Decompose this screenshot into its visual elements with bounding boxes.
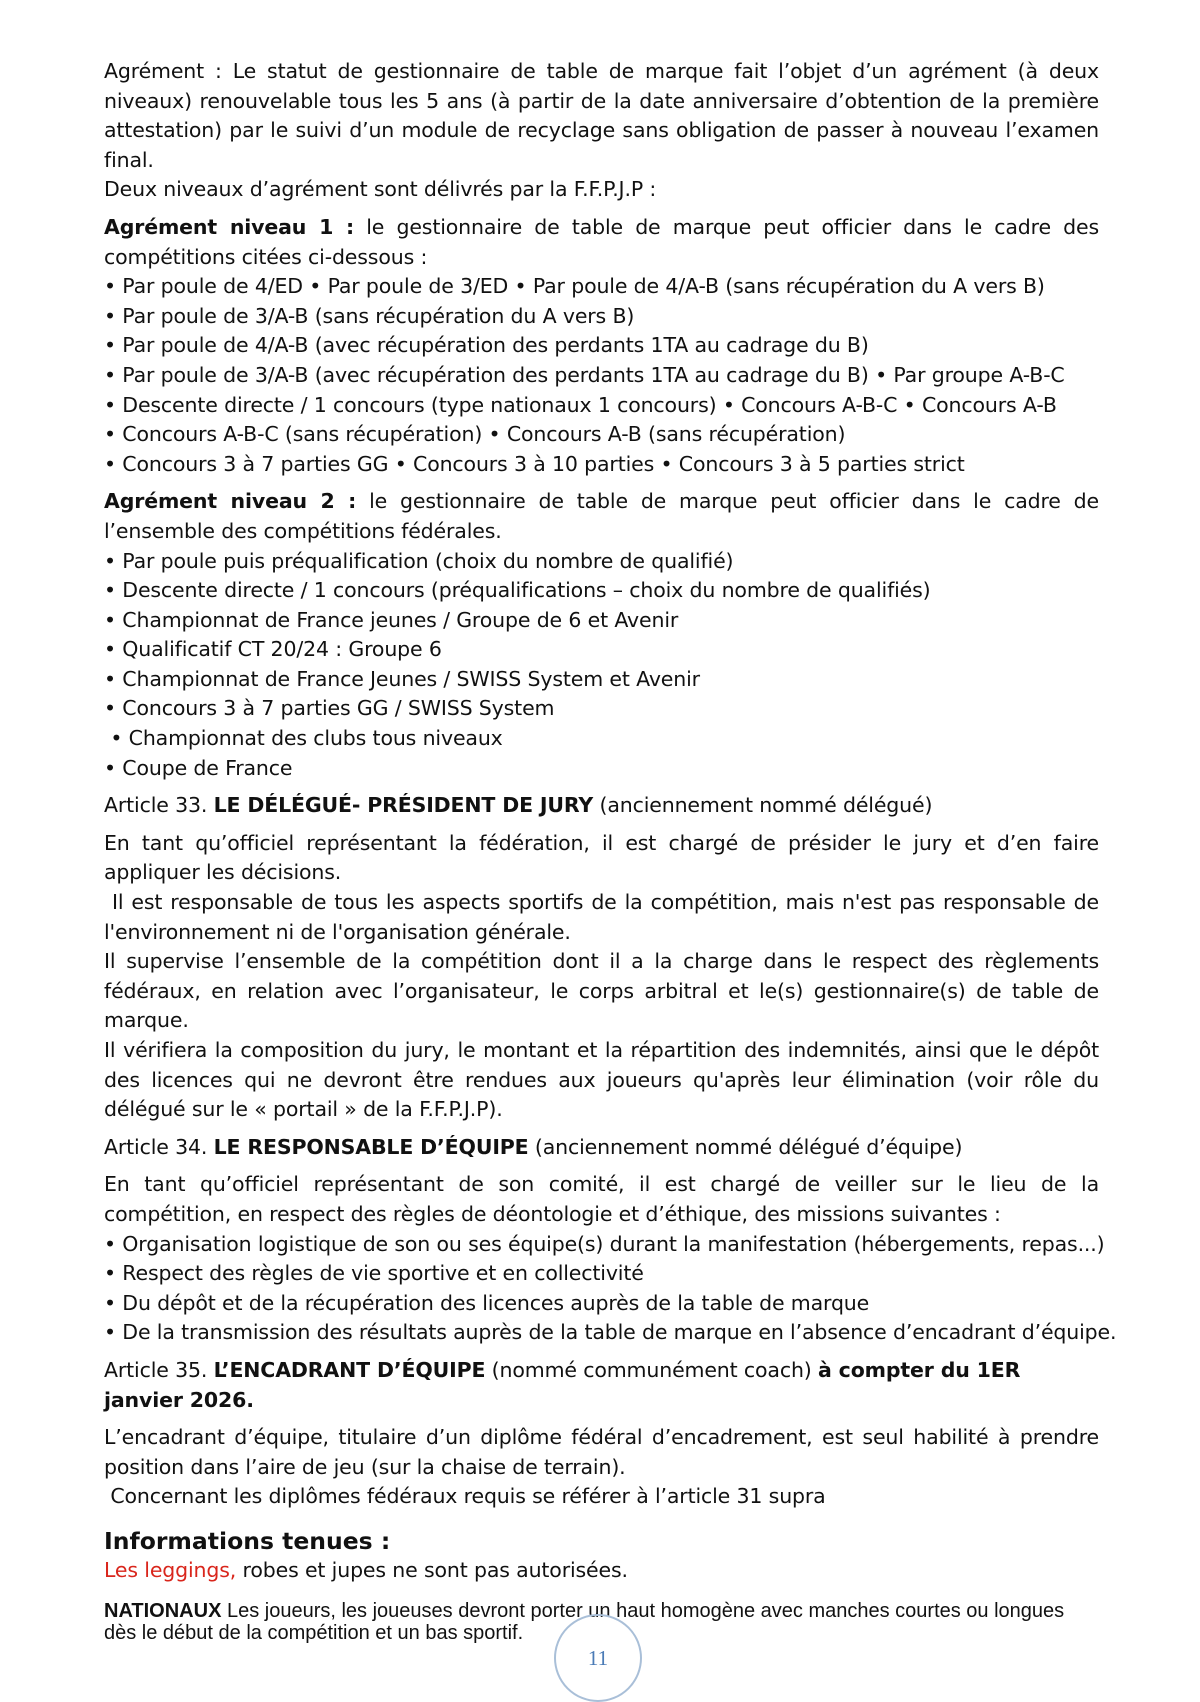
article-34-prefix: Article 34. xyxy=(104,1134,214,1159)
list-item: • Descente directe / 1 concours (type nationaux 1 concours) • Concours A-B-C • Concours A-B xyxy=(104,392,1057,417)
list-item: • Respect des règles de vie sportive et en collectivité xyxy=(104,1261,644,1286)
article-33-paragraph: En tant qu’officiel représentant la fédération, il est chargé de présider le jury et d’en faire appliquer les décisions. xyxy=(104,830,1099,885)
nationaux-label: NATIONAUX xyxy=(104,1599,222,1622)
agrement-intro-text: Agrément : Le statut de gestionnaire de table de marque fait l’objet d’un agrément (à deux niveaux) renouvelable tous les 5 ans (à partir de la date anniversaire d’obtention de la première attestation) par le suivi d’un module de recyclage sans obligation de passer à nouveau l’examen final. xyxy=(104,59,1099,172)
article-34-intro: En tant qu’officiel représentant de son comité, il est chargé de veiller sur le lieu de la compétition, en respect des règles de déontologie et d’éthique, des missions suivantes : xyxy=(104,1172,1099,1226)
tenues-rest-text: robes et jupes ne sont pas autorisées. xyxy=(236,1557,628,1582)
niveau-2-paragraph xyxy=(104,487,1099,546)
tenues-rule xyxy=(104,1556,1099,1586)
agrement-niveau-1 xyxy=(104,213,1099,479)
list-item: • Par poule puis préqualification (choix du nombre de qualifié) xyxy=(104,548,734,573)
article-33-paragraph: Il vérifiera la composition du jury, le montant et la répartition des indemnités, ainsi que le dépôt des licences qui ne devront être rendues aux joueurs qu'après leur élimination (voir rôle du délégué sur le « portail » de la F.F.P.J.P). xyxy=(104,1038,1099,1122)
list-item: • Championnat de France Jeunes / SWISS System et Avenir xyxy=(104,666,700,691)
page-number-badge xyxy=(554,1614,642,1702)
nationaux-text: Les joueurs, les joueuses devront porter un haut homogène avec manches courtes ou longues dès le début de la compétition et un bas sportif. xyxy=(104,1599,1065,1644)
article-34-heading xyxy=(104,1133,1099,1163)
article-35-paragraph: L’encadrant d’équipe, titulaire d’un diplôme fédéral d’encadrement, est seul habilité à prendre position dans l’aire de jeu (sur la chaise de terrain). xyxy=(104,1425,1099,1479)
article-33-body xyxy=(104,829,1106,1125)
niveau-2-text: le gestionnaire de table de marque peut officier dans le cadre de l’ensemble des compétitions fédérales. xyxy=(104,489,1099,543)
article-33-suffix: (anciennement nommé délégué) xyxy=(593,793,933,818)
list-item: • Du dépôt et de la récupération des licences auprès de la table de marque xyxy=(104,1290,870,1315)
list-item: • Concours A-B-C (sans récupération) • Concours A-B (sans récupération) xyxy=(104,422,846,447)
article-33-heading xyxy=(104,791,1099,821)
article-35-body xyxy=(104,1423,1099,1512)
list-item: • Descente directe / 1 concours (préqualifications – choix du nombre de qualifiés) xyxy=(104,578,931,603)
niveau-1-text: le gestionnaire de table de marque peut officier dans le cadre des compétitions citées ci-dessous : xyxy=(104,214,1099,269)
article-33-prefix: Article 33. xyxy=(104,793,214,818)
list-item: • Championnat des clubs tous niveaux xyxy=(104,726,503,751)
article-35-title: L’ENCADRANT D’ÉQUIPE xyxy=(213,1357,486,1382)
tenues-red-text: Les leggings, xyxy=(104,1557,237,1582)
list-item: • Coupe de France xyxy=(104,755,293,780)
article-35-paragraph: Concernant les diplômes fédéraux requis se référer à l’article 31 supra xyxy=(104,1484,826,1509)
list-item: • Championnat de France jeunes / Groupe de 6 et Avenir xyxy=(104,607,679,632)
list-item: • Par poule de 3/A-B (sans récupération du A vers B) xyxy=(104,303,635,328)
article-35-middle: (nommé communément coach) xyxy=(485,1357,819,1382)
niveau-2-title: Agrément niveau 2 : xyxy=(104,489,357,514)
agrement-levels-line: Deux niveaux d’agrément sont délivrés par la F.F.P.J.P : xyxy=(104,177,657,202)
tenues-heading: Informations tenues : xyxy=(104,1526,391,1555)
list-item: • Qualificatif CT 20/24 : Groupe 6 xyxy=(104,637,442,662)
article-33-paragraph: Il supervise l’ensemble de la compétition dont il a la charge dans le respect des règlements fédéraux, en relation avec l’organisateur, le corps arbitral et le(s) gestionnaire(s) de table de marque. xyxy=(104,949,1099,1033)
niveau-1-paragraph xyxy=(104,213,1099,272)
list-item: • De la transmission des résultats auprès de la table de marque en l’absence d’encadrant d’équipe. xyxy=(104,1320,1117,1345)
article-34-body xyxy=(104,1170,1117,1348)
list-item: • Par poule de 4/A-B (avec récupération des perdants 1TA au cadrage du B) xyxy=(104,333,869,358)
article-35-prefix: Article 35. xyxy=(104,1357,214,1382)
list-item: • Par poule de 4/ED • Par poule de 3/ED • Par poule de 4/A-B (sans récupération du A vers B) xyxy=(104,274,1045,299)
list-item: • Par poule de 3/A-B (avec récupération des perdants 1TA au cadrage du B) • Par groupe A-B-C xyxy=(104,362,1065,387)
list-item: • Organisation logistique de son ou ses équipe(s) durant la manifestation (hébergements, repas...) xyxy=(104,1231,1105,1256)
agrement-intro xyxy=(104,57,1099,205)
article-35-date: à compter du 1ER janvier 2026. xyxy=(104,1357,1021,1412)
list-item: • Concours 3 à 7 parties GG • Concours 3 à 10 parties • Concours 3 à 5 parties strict xyxy=(104,451,965,476)
article-34-title: LE RESPONSABLE D’ÉQUIPE xyxy=(213,1134,529,1159)
page-number: 11 xyxy=(587,1646,609,1670)
article-33-title: LE DÉLÉGUÉ- PRÉSIDENT DE JURY xyxy=(213,793,594,818)
page-content xyxy=(104,57,1117,1644)
article-34-suffix: (anciennement nommé délégué d’équipe) xyxy=(528,1134,963,1159)
agrement-niveau-2 xyxy=(104,487,1099,783)
article-33-paragraph: Il est responsable de tous les aspects sportifs de la compétition, mais n'est pas responsable de l'environnement ni de l'organisation générale. xyxy=(104,890,1106,944)
article-35-heading xyxy=(104,1356,1099,1415)
niveau-1-title: Agrément niveau 1 : xyxy=(104,214,355,239)
list-item: • Concours 3 à 7 parties GG / SWISS System xyxy=(104,696,555,721)
